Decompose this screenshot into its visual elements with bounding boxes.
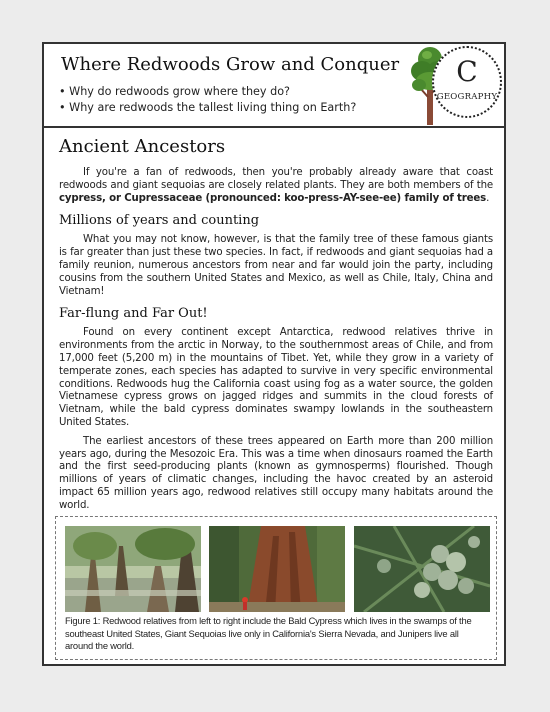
intro-paragraph <box>59 167 493 205</box>
millions-paragraph: What you may not know, however, is that the family tree of these famous giants is far greater than just these two species. In fact, if redwoods and giant sequoias had a family reunion, numerous ancestors from near and far would join the party, including cousins from the southern United States and Mexico, as well as Chile, Italy, China and Vietnam! <box>59 234 493 297</box>
question-list <box>59 84 356 116</box>
question-item: • Why are redwoods the tallest living thing on Earth? <box>59 100 356 116</box>
header-banner <box>44 44 504 128</box>
page-title: Where Redwoods Grow and Conquer <box>61 54 400 75</box>
badge-subject: GEOGRAPHY <box>436 92 498 102</box>
subheading-millions: Millions of years and counting <box>59 213 260 229</box>
figure-box <box>55 516 497 660</box>
intro-text: If you're a fan of redwoods, then you're probably already aware that coast redwoods and giant sequoias are closely related plants. They are both members of the <box>59 167 493 191</box>
intro-bold-text: cypress, or Cupressaceae (pronounced: koo-press-AY-see-ee) family of trees <box>59 192 487 204</box>
farflung-paragraph-2: The earliest ancestors of these trees appeared on Earth more than 200 million years ago, during the Mesozoic Era. This was a time when dinosaurs roamed the Earth and the first seed-producing plants (known as gymnosperms) flourished. Though millions of years of climatic changes, including the havoc created by an asteroid impact 65 million years ago, redwood relatives still occupy many habitats around the world. <box>59 435 493 511</box>
farflung-paragraph-1: Found on every continent except Antarctica, redwood relatives thrive in environments from the arctic in Norway, to the southernmost areas of Chile, and from 17,000 feet (5,200 m) in the mountains of Tibet. Yet, while they grow in a variety of temperate zones, each species has adapted to survive in very specific environmental conditions. Redwoods hug the California coast using fog as a water source, the golden Vietnamese cypress grows on jagged ridges and summits in the cloud forests of Vietnam, while the bald cypress dominates swampy lowlands in the southeastern United States. <box>59 327 493 428</box>
juniper-photo <box>354 526 490 612</box>
intro-end: . <box>486 192 490 204</box>
giant-sequoia-photo <box>209 526 345 612</box>
article-body <box>59 136 493 519</box>
badge-letter: C <box>456 55 478 88</box>
subject-badge <box>432 46 502 118</box>
question-item: • Why do redwoods grow where they do? <box>59 84 356 100</box>
worksheet-page <box>42 42 506 666</box>
subheading-farflung: Far-flung and Far Out! <box>59 306 208 322</box>
bald-cypress-photo <box>65 526 201 612</box>
figure-caption: Figure 1: Redwood relatives from left to right include the Bald Cypress which lives in the swamps of the southeast United States, Giant Sequoias live only in California's Sierra Nevada, and Junipers live all around the world. <box>65 615 472 652</box>
section-title: Ancient Ancestors <box>59 136 226 157</box>
